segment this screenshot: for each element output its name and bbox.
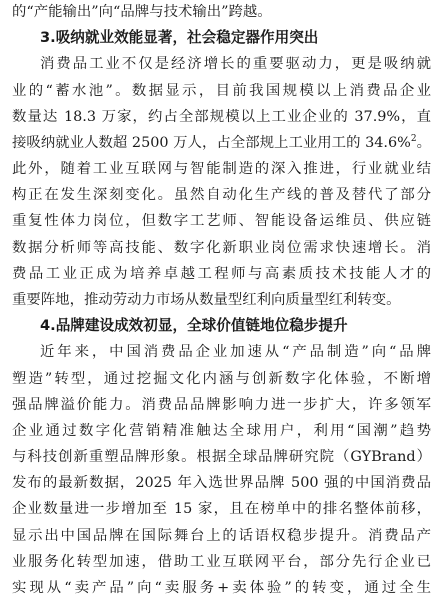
paragraph-line-5: 数量达 18.3 万家，约占全部规模以上工业企业的 37.9%，直 — [12, 109, 431, 125]
paragraph-line-20: 企业数量进一步增加至 15 家，且在榜单中的排名整体前移， — [12, 501, 431, 517]
paragraph-line-4: 业的“蓄水池”。数据显示，目前我国规模以上消费品企业 — [12, 83, 431, 99]
line-tail: 。 — [416, 135, 431, 151]
paragraph-line-14: 近年来，中国消费品企业加速从“产品制造”向“品牌 — [40, 344, 431, 360]
paragraph-line-10: 数据分析师等高技能、数字化新职业岗位需求快速增长。消 — [12, 240, 431, 256]
line-text: 接吸纳就业人数超 2500 万人，占全部规上工业用工的 34.6% — [12, 135, 411, 151]
section-heading-3: 3.吸纳就业效能显著，社会稳定器作用突出 — [40, 29, 319, 46]
paragraph-line-18: 与科技创新重塑品牌形象。根据全球品牌研究院（GYBrand） — [12, 449, 431, 465]
paragraph-line-9: 重复性体力岗位，但数字工艺师、智能设备运维员、供应链 — [12, 213, 431, 229]
section-heading-4: 4.品牌建设成效初显，全球价值链地位稳步提升 — [40, 317, 348, 334]
paragraph-line-17: 企业通过数字化营销精准触达全球用户，利用“国潮”趋势 — [12, 423, 431, 439]
paragraph-line-7: 此外，随着工业互联网与智能制造的深入推进，行业就业结 — [12, 161, 431, 177]
paragraph-line-3: 消费品工业不仅是经济增长的重要驱动力，更是吸纳就 — [40, 56, 431, 72]
paragraph-line-11: 费品工业正成为培养卓越工程师与高素质技术技能人才的 — [12, 266, 431, 282]
paragraph-line-19: 发布的最新数据，2025 年入选世界品牌 500 强的中国消费品 — [12, 475, 431, 491]
paragraph-line-21: 显示出中国品牌在国际舞台上的话语权稳步提升。消费品产 — [12, 528, 431, 544]
footnote-ref: 2 — [410, 134, 417, 145]
paragraph-line-16: 强品牌溢价能力。消费品品牌影响力进一步扩大，许多领军 — [12, 397, 431, 413]
paragraph-line-22: 业服务化转型加速，借助工业互联网平台，部分先行企业已 — [12, 554, 431, 570]
paragraph-line-15: 塑造”转型，通过挖掘文化内涵与创新数字化体验，不断增 — [12, 371, 431, 387]
paragraph-line-12: 重要阵地，推动劳动力市场从数量型红利向质量型红利转变。 — [12, 292, 401, 308]
paragraph-line-23: 实现从“卖产品”向“卖服务+卖体验”的转变，通过全生 — [12, 580, 431, 596]
paragraph-line-8: 构正在发生深刻变化。虽然自动化生产线的普及替代了部分 — [12, 187, 431, 203]
paragraph-line-6 — [12, 134, 431, 152]
paragraph-line-1: 的“产能输出”向“品牌与技术输出”跨越。 — [12, 4, 272, 20]
